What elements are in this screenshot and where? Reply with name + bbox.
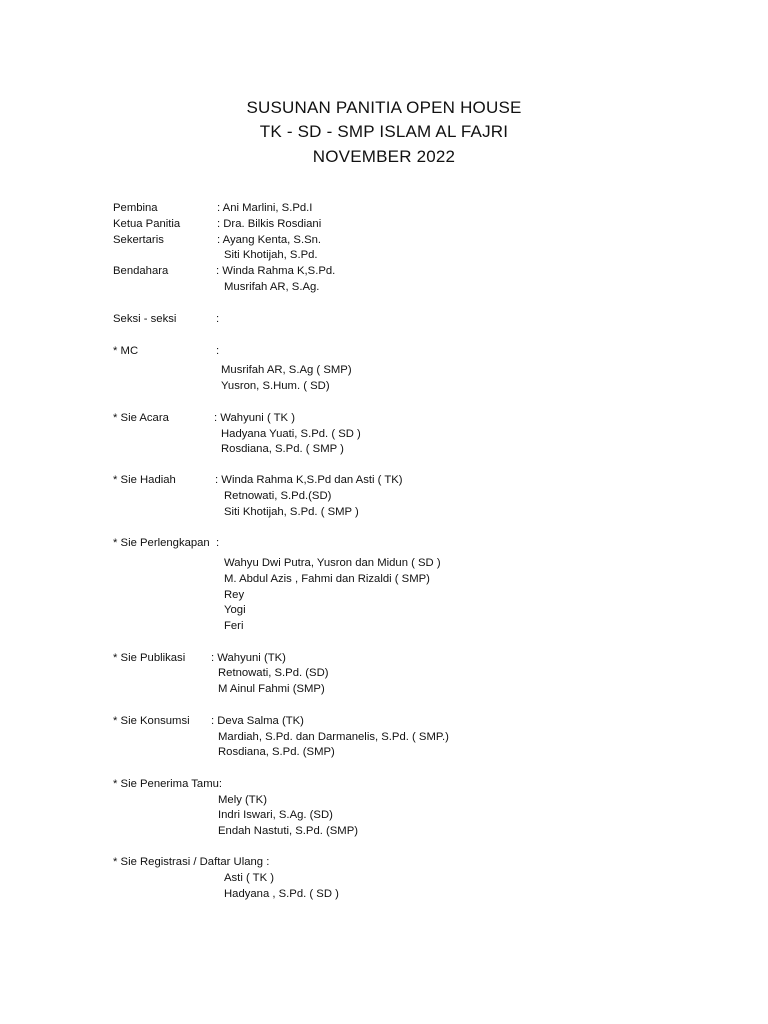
acara-member-2: Hadyana Yuati, S.Pd. ( SD ) bbox=[221, 428, 361, 440]
hadiah-member-3: Siti Khotijah, S.Pd. ( SMP ) bbox=[224, 506, 359, 518]
konsumsi-member-1: : Deva Salma (TK) bbox=[211, 715, 304, 727]
bendahara-value-1: : Winda Rahma K,S.Pd. bbox=[216, 265, 336, 277]
publikasi-member-1: : Wahyuni (TK) bbox=[211, 652, 286, 664]
bendahara-label: Bendahara bbox=[113, 265, 169, 277]
perlengkapan-label: * Sie Perlengkapan : bbox=[113, 537, 220, 549]
penerima-tamu-member-3: Endah Nastuti, S.Pd. (SMP) bbox=[218, 825, 359, 837]
perlengkapan-member-5: Feri bbox=[224, 620, 244, 632]
hadiah-member-2: Retnowati, S.Pd.(SD) bbox=[224, 490, 332, 502]
title-line-1: SUSUNAN PANITIA OPEN HOUSE bbox=[246, 98, 522, 117]
hadiah-member-1: : Winda Rahma K,S.Pd dan Asti ( TK) bbox=[215, 474, 403, 486]
konsumsi-member-3: Rosdiana, S.Pd. (SMP) bbox=[218, 746, 335, 758]
seksi-label: Seksi - seksi bbox=[113, 313, 177, 325]
penerima-tamu-label: * Sie Penerima Tamu: bbox=[113, 778, 223, 790]
registrasi-member-2: Hadyana , S.Pd. ( SD ) bbox=[224, 888, 339, 900]
mc-colon: : bbox=[216, 345, 220, 357]
sekertaris-value-2: Siti Khotijah, S.Pd. bbox=[224, 249, 318, 261]
publikasi-member-3: M Ainul Fahmi (SMP) bbox=[218, 683, 325, 695]
pembina-label: Pembina bbox=[113, 202, 158, 214]
perlengkapan-member-4: Yogi bbox=[224, 604, 246, 616]
mc-label: * MC bbox=[113, 345, 139, 357]
perlengkapan-member-2: M. Abdul Azis , Fahmi dan Rizaldi ( SMP) bbox=[224, 573, 430, 585]
publikasi-member-2: Retnowati, S.Pd. (SD) bbox=[218, 667, 329, 679]
ketua-value: : Dra. Bilkis Rosdiani bbox=[217, 218, 322, 230]
registrasi-label: * Sie Registrasi / Daftar Ulang : bbox=[113, 856, 270, 868]
sekertaris-label: Sekertaris bbox=[113, 234, 164, 246]
publikasi-label: * Sie Publikasi bbox=[113, 652, 186, 664]
title-line-2: TK - SD - SMP ISLAM AL FAJRI bbox=[259, 122, 509, 141]
ketua-label: Ketua Panitia bbox=[113, 218, 181, 230]
perlengkapan-member-3: Rey bbox=[224, 589, 245, 601]
penerima-tamu-member-2: Indri Iswari, S.Ag. (SD) bbox=[218, 809, 333, 821]
acara-label: * Sie Acara bbox=[113, 412, 169, 424]
acara-member-3: Rosdiana, S.Pd. ( SMP ) bbox=[221, 443, 344, 455]
title-line-3: NOVEMBER 2022 bbox=[312, 147, 456, 166]
mc-member-1: Musrifah AR, S.Ag ( SMP) bbox=[221, 364, 352, 376]
penerima-tamu-member-1: Mely (TK) bbox=[218, 794, 267, 806]
sekertaris-value-1: : Ayang Kenta, S.Sn. bbox=[217, 234, 322, 246]
hadiah-label: * Sie Hadiah bbox=[113, 474, 176, 486]
bendahara-value-2: Musrifah AR, S.Ag. bbox=[224, 281, 320, 293]
acara-member-1: : Wahyuni ( TK ) bbox=[214, 412, 295, 424]
registrasi-member-1: Asti ( TK ) bbox=[224, 872, 275, 884]
konsumsi-member-2: Mardiah, S.Pd. dan Darmanelis, S.Pd. ( SMP.) bbox=[218, 731, 449, 743]
seksi-colon: : bbox=[216, 313, 220, 325]
pembina-value: : Ani Marlini, S.Pd.I bbox=[217, 202, 313, 214]
perlengkapan-member-1: Wahyu Dwi Putra, Yusron dan Midun ( SD ) bbox=[224, 557, 441, 569]
konsumsi-label: * Sie Konsumsi bbox=[113, 715, 190, 727]
mc-member-2: Yusron, S.Hum. ( SD) bbox=[221, 380, 330, 392]
